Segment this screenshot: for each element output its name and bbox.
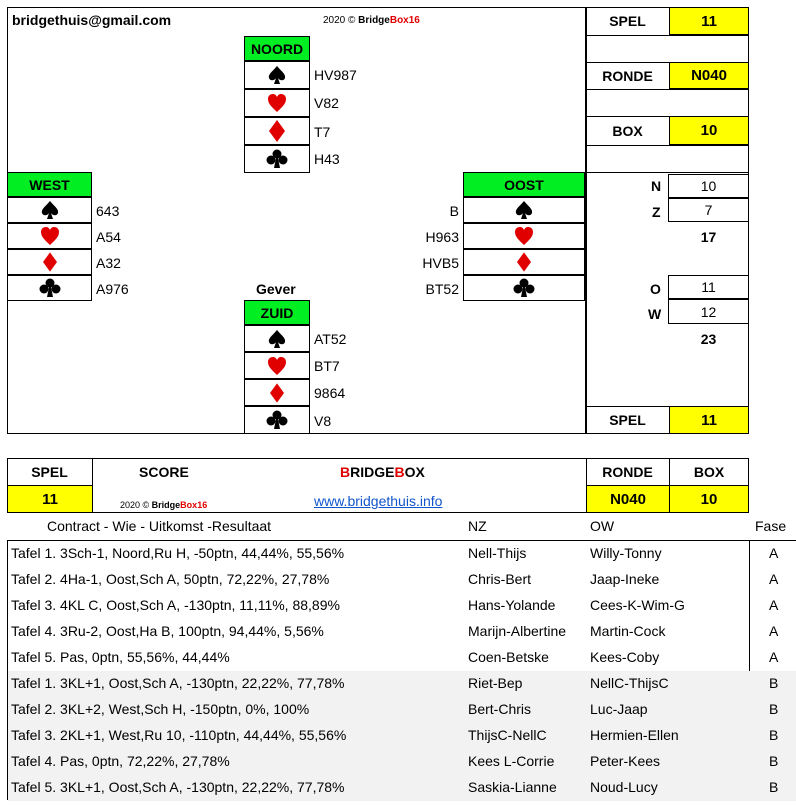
west-clubs-cell xyxy=(7,275,92,301)
side-divider xyxy=(586,89,749,90)
result-fase: B xyxy=(769,727,779,743)
ronde-label: RONDE xyxy=(602,67,653,84)
south-spades: AT52 xyxy=(314,331,347,347)
score-ronde-label: RONDE xyxy=(602,463,653,480)
hcp-w-label: W xyxy=(648,306,662,322)
club-icon xyxy=(513,278,535,298)
result-text: Tafel 4. Pas, 0ptn, 72,22%, 27,78% xyxy=(11,753,230,769)
east-spades: B xyxy=(449,203,459,219)
spel-value: 11 xyxy=(669,7,749,35)
table-row xyxy=(8,723,796,749)
south-hearts: BT7 xyxy=(314,358,340,374)
table-row xyxy=(8,541,779,567)
result-text: Tafel 1. 3Sch-1, Noord,Ru H, -50ptn, 44,44%, 55,56% xyxy=(11,545,345,561)
heart-icon xyxy=(267,93,287,113)
result-text: Tafel 4. 3Ru-2, Oost,Ha B, 100ptn, 94,44%, 5,56% xyxy=(11,623,324,639)
heart-icon xyxy=(40,226,60,246)
east-hearts-cell xyxy=(463,223,585,249)
north-spades: HV987 xyxy=(314,67,357,83)
east-clubs-cell xyxy=(463,275,585,301)
table-row xyxy=(8,697,796,723)
spel-bottom-label: SPEL xyxy=(609,412,646,428)
heart-icon xyxy=(267,356,287,376)
score-box-value: 10 xyxy=(670,486,748,512)
west-hearts-cell xyxy=(7,223,92,249)
heart-icon xyxy=(514,226,534,246)
score-label: SCORE xyxy=(139,464,189,480)
west-hearts: A54 xyxy=(96,229,121,245)
club-icon xyxy=(266,149,288,169)
diamond-icon xyxy=(43,252,57,272)
east-clubs: BT52 xyxy=(425,281,459,297)
result-text: Tafel 3. 2KL+1, West,Ru 10, -110ptn, 44,44%, 55,56% xyxy=(11,727,347,743)
result-ow: NellC-ThijsC xyxy=(590,675,669,691)
score-brand-title: BRIDGEBOX xyxy=(340,464,425,480)
south-hearts-cell xyxy=(244,352,310,379)
result-nz: Marijn-Albertine xyxy=(468,623,567,639)
dealer-label: Gever xyxy=(256,281,296,297)
result-fase: A xyxy=(769,623,779,639)
result-nz: Chris-Bert xyxy=(468,571,532,587)
spel-label: SPEL xyxy=(609,13,646,29)
result-nz: ThijsC-NellC xyxy=(468,727,547,743)
score-copyright: 2020 © BridgeBox16 xyxy=(120,500,208,510)
east-diamonds-cell xyxy=(463,249,585,275)
club-icon xyxy=(266,410,288,430)
result-fase: A xyxy=(769,597,779,613)
table-row xyxy=(8,775,796,801)
box-value: 10 xyxy=(669,116,749,145)
result-text: Tafel 1. 3KL+1, Oost,Sch A, -130ptn, 22,22%, 77,78% xyxy=(11,675,345,691)
score-spel-label: SPEL xyxy=(31,463,68,480)
box-label: BOX xyxy=(612,122,643,139)
side-divider xyxy=(586,145,749,146)
result-nz: Hans-Yolande xyxy=(468,597,556,613)
side-divider xyxy=(586,35,749,36)
west-label: WEST xyxy=(7,172,92,197)
result-fase: B xyxy=(769,779,779,795)
score-spel-value: 11 xyxy=(8,486,92,512)
hcp-z-value: 7 xyxy=(668,198,749,222)
spade-icon xyxy=(267,65,287,85)
ronde-value: N040 xyxy=(669,62,749,89)
east-hearts: H963 xyxy=(425,229,459,245)
result-text: Tafel 2. 4Ha-1, Oost,Sch A, 50ptn, 72,22%, 27,78% xyxy=(11,571,330,587)
club-icon xyxy=(39,278,61,298)
diamond-icon xyxy=(270,383,284,403)
diamond-icon xyxy=(517,252,531,272)
north-spades-cell xyxy=(244,61,310,89)
north-diamonds-cell xyxy=(244,117,310,145)
north-label: NOORD xyxy=(244,36,310,61)
west-spades: 643 xyxy=(96,203,120,219)
copyright-top: 2020 © BridgeBox16 xyxy=(323,15,420,26)
north-hearts: V82 xyxy=(314,95,339,111)
east-label: OOST xyxy=(463,172,585,197)
north-clubs: H43 xyxy=(314,151,340,167)
south-clubs-cell xyxy=(244,406,310,434)
north-diamonds: T7 xyxy=(314,124,331,140)
result-ow: Martin-Cock xyxy=(590,623,666,639)
result-nz: Coen-Betske xyxy=(468,649,549,665)
result-text: Tafel 5. 3KL+1, Oost,Sch A, -130ptn, 22,22%, 77,78% xyxy=(11,779,345,795)
hcp-o-value: 11 xyxy=(668,275,749,299)
west-diamonds-cell xyxy=(7,249,92,275)
north-clubs-cell xyxy=(244,145,310,173)
spade-icon xyxy=(267,329,287,349)
col-contract: Contract - Wie - Uitkomst -Resultaat xyxy=(47,518,272,534)
table-row xyxy=(8,645,779,671)
diamond-icon xyxy=(269,120,285,142)
table-row xyxy=(8,671,796,697)
result-nz: Bert-Chris xyxy=(468,701,532,717)
result-fase: A xyxy=(769,571,779,587)
result-ow: Luc-Jaap xyxy=(590,701,648,717)
result-fase: A xyxy=(769,649,779,665)
result-ow: Jaap-Ineke xyxy=(590,571,660,587)
spel-bottom-value: 11 xyxy=(669,406,749,434)
south-spades-cell xyxy=(244,325,310,352)
result-nz: Kees L-Corrie xyxy=(468,753,555,769)
result-ow: Willy-Tonny xyxy=(590,545,662,561)
result-ow: Peter-Kees xyxy=(590,753,661,769)
south-diamonds: 9864 xyxy=(314,385,346,401)
south-label: ZUID xyxy=(244,300,310,325)
side-divider xyxy=(586,172,749,173)
score-ronde-value: N040 xyxy=(587,486,669,512)
result-text: Tafel 2. 3KL+2, West,Sch H, -150ptn, 0%, 100% xyxy=(11,701,310,717)
result-ow: Hermien-Ellen xyxy=(590,727,679,743)
hcp-w-value: 12 xyxy=(668,299,749,324)
west-diamonds: A32 xyxy=(96,255,121,271)
east-spades-cell xyxy=(463,197,585,223)
result-ow: Noud-Lucy xyxy=(590,779,658,795)
score-box-label: BOX xyxy=(693,463,725,480)
result-nz: Nell-Thijs xyxy=(468,545,527,561)
east-diamonds: HVB5 xyxy=(422,255,459,271)
result-fase: B xyxy=(769,753,779,769)
result-fase: B xyxy=(769,701,779,717)
results-header xyxy=(7,514,796,540)
table-row xyxy=(8,567,779,593)
table-row xyxy=(8,749,796,775)
spade-icon xyxy=(40,200,60,220)
table-row xyxy=(8,593,779,619)
table-row xyxy=(8,619,779,645)
hcp-z-label: Z xyxy=(652,204,661,220)
west-clubs: A976 xyxy=(96,281,129,297)
hcp-n-label: N xyxy=(651,178,662,194)
spade-icon xyxy=(514,200,534,220)
result-text: Tafel 5. Pas, 0ptn, 55,56%, 44,44% xyxy=(11,649,230,665)
south-clubs: V8 xyxy=(314,413,332,429)
score-header-divider xyxy=(92,458,93,513)
result-ow: Kees-Coby xyxy=(590,649,660,665)
hcp-o-label: O xyxy=(650,281,661,297)
result-nz: Saskia-Lianne xyxy=(468,779,557,795)
website-link[interactable]: www.bridgethuis.info xyxy=(314,493,443,509)
hcp-nz-total: 17 xyxy=(700,229,717,245)
result-ow: Cees-K-Wim-G xyxy=(590,597,685,613)
result-text: Tafel 3. 4KL C, Oost,Sch A, -130ptn, 11,11%, 88,89% xyxy=(11,597,340,613)
result-nz: Riet-Bep xyxy=(468,675,523,691)
south-diamonds-cell xyxy=(244,379,310,406)
result-fase: B xyxy=(769,675,779,691)
col-ow: OW xyxy=(590,518,615,534)
north-hearts-cell xyxy=(244,89,310,117)
col-fase: Fase xyxy=(755,518,787,534)
hcp-ow-total: 23 xyxy=(700,331,717,347)
west-spades-cell xyxy=(7,197,92,223)
email-label: bridgethuis@gmail.com xyxy=(12,12,172,28)
hcp-n-value: 10 xyxy=(668,174,749,198)
result-fase: A xyxy=(769,545,779,561)
col-nz: NZ xyxy=(468,518,487,534)
